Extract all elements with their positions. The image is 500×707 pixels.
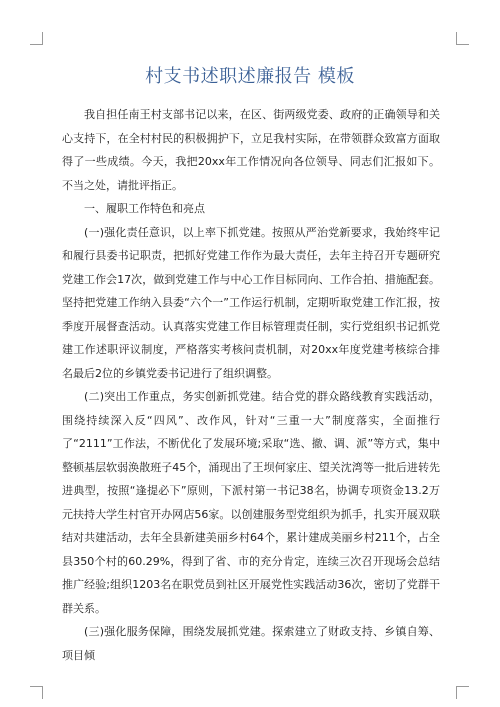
section-heading: 一、履职工作特色和亮点 [84,202,205,215]
crop-mark-bottom-right [456,686,469,699]
paragraph-focus: (二)突出工作重点，务实创新抓党建。结合党的群众路线教育实践活动，围绕持续深入反“四风”、改作风，针对“三重一大”制度落实，全面推行了“2111”工作法，不断优化了发展环境;采取“选、撤、调、派”等方式，集中整顿基层软弱涣散班子45个，涌现出了王坝何家庄、望关沈湾等一批后进转先进典型，按照“逢提必下”原则，下派村第一书记38名，协调专项资金13.2万元扶持大学生村官开办网店56家。以创建服务型党组织为抓手，扎实开展双联结对共建活动，去年全县新建美丽乡村64个，累计建成美丽乡村211个，占全县350个村的60.29%，得到了省、市的充分肯定，连续三次召开现场会总结推广经验;组织1203名在职党员到社区开展党性实践活动36次，密切了党群干群关系。 [62,390,440,615]
crop-mark-bottom-left [30,686,43,699]
paragraph-service: (三)强化服务保障，围绕发展抓党建。探索建立了财政支持、乡镇自筹、项目倾 [62,625,440,662]
document-title: 村支书述职述廉报告 模板 [145,66,355,87]
document-body [62,103,440,667]
crop-mark-top-left [30,32,43,45]
paragraph-intro: 我自担任南王村支部书记以来，在区、街两级党委、政府的正确领导和关心支持下，在全村村民的积极拥护下，立足我村实际，在带领群众致富方面取得了一些成绩。今天，我把20xx年工作情况向各位领导、同志们汇报如下。不当之处，请批评指正。 [62,108,440,192]
paragraph-responsibility: (一)强化责任意识，以上率下抓党建。按照从严治党新要求，我始终牢记和履行县委书记职责，把抓好党建工作作为最大责任，去年主持召开专题研究党建工作会17次，做到党建工作与中心工作目标同向、工作合拍、措施配套。坚持把党建工作纳入县委“六个一”工作运行机制，定期听取党建工作汇报，按季度开展督查活动。认真落实党建工作目标管理责任制，实行党组织书记抓党建工作述职评议制度，严格落实考核问责机制，对20xx年度党建考核综合排名最后2位的乡镇党委书记进行了组织调整。 [62,225,440,380]
crop-mark-top-right [456,32,469,45]
